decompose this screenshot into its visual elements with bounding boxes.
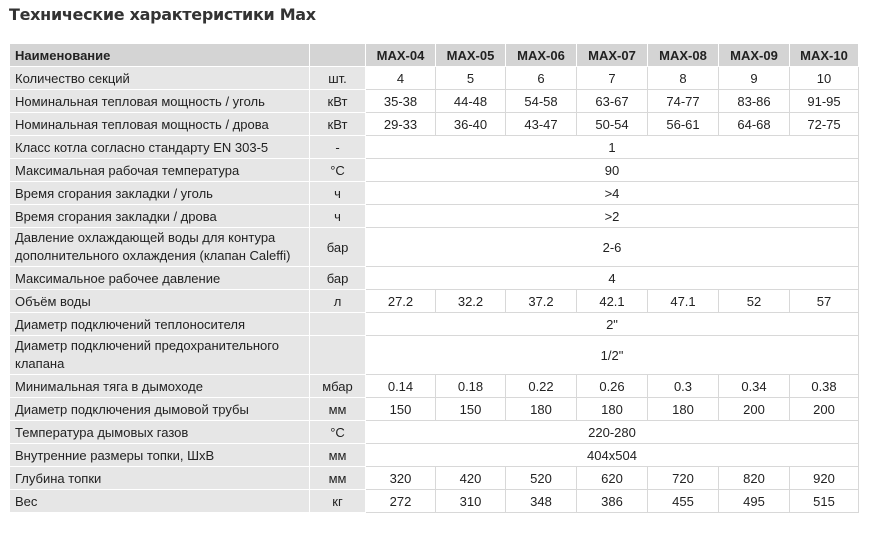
parameter-value: 47.1 [648,290,719,313]
parameter-unit: °C [310,159,366,182]
parameter-value: 310 [436,490,506,513]
parameter-value: 180 [506,398,577,421]
parameter-value: 515 [790,490,859,513]
parameter-value-common: 1/2" [366,336,859,375]
parameter-unit: мм [310,398,366,421]
parameter-name: Давление охлаждающей воды для контура дополнительного охлаждения (клапан Caleffi) [10,228,310,267]
parameter-value: 0.14 [366,375,436,398]
table-row [10,136,859,159]
parameter-value: 0.26 [577,375,648,398]
parameter-value: 36-40 [436,113,506,136]
column-header-model: MAX-05 [436,44,506,67]
column-header-model: MAX-08 [648,44,719,67]
parameter-name: Внутренние размеры топки, ШхВ [10,444,310,467]
parameter-name: Номинальная тепловая мощность / дрова [10,113,310,136]
column-header-model: MAX-10 [790,44,859,67]
table-header-row [10,44,859,67]
table-row [10,67,859,90]
parameter-unit: °C [310,421,366,444]
parameter-value-common: 404x504 [366,444,859,467]
parameter-name: Температура дымовых газов [10,421,310,444]
parameter-name: Диаметр подключения дымовой трубы [10,398,310,421]
table-row [10,444,859,467]
parameter-value: 35-38 [366,90,436,113]
parameter-unit: - [310,136,366,159]
parameter-value: 91-95 [790,90,859,113]
parameter-name: Максимальное рабочее давление [10,267,310,290]
parameter-name: Минимальная тяга в дымоходе [10,375,310,398]
parameter-name: Вес [10,490,310,513]
parameter-unit: кВт [310,90,366,113]
parameter-value: 520 [506,467,577,490]
parameter-value: 620 [577,467,648,490]
parameter-value: 4 [366,67,436,90]
parameter-value: 0.22 [506,375,577,398]
table-row [10,113,859,136]
parameter-value-common: 220-280 [366,421,859,444]
parameter-value: 50-54 [577,113,648,136]
parameter-value: 32.2 [436,290,506,313]
parameter-unit: мбар [310,375,366,398]
parameter-value: 0.34 [719,375,790,398]
parameter-unit [310,336,366,375]
parameter-value: 720 [648,467,719,490]
parameter-value: 7 [577,67,648,90]
parameter-unit: л [310,290,366,313]
specifications-table [9,43,859,513]
parameter-name: Время сгорания закладки / дрова [10,205,310,228]
table-row [10,336,859,375]
parameter-unit: кг [310,490,366,513]
parameter-value: 820 [719,467,790,490]
parameter-value-common: >2 [366,205,859,228]
parameter-name: Номинальная тепловая мощность / уголь [10,90,310,113]
parameter-unit: бар [310,228,366,267]
table-row [10,421,859,444]
column-header-name: Наименование [10,44,310,67]
parameter-value: 10 [790,67,859,90]
parameter-value: 83-86 [719,90,790,113]
table-row [10,90,859,113]
parameter-value: 57 [790,290,859,313]
column-header-model: MAX-06 [506,44,577,67]
table-row [10,375,859,398]
parameter-value: 200 [790,398,859,421]
parameter-unit: шт. [310,67,366,90]
parameter-value: 0.38 [790,375,859,398]
table-row [10,290,859,313]
table-row [10,313,859,336]
parameter-value: 52 [719,290,790,313]
parameter-value: 74-77 [648,90,719,113]
parameter-value-common: 4 [366,267,859,290]
parameter-value: 6 [506,67,577,90]
parameter-unit [310,313,366,336]
column-header-unit [310,44,366,67]
parameter-value-common: 1 [366,136,859,159]
parameter-value: 320 [366,467,436,490]
parameter-value: 0.3 [648,375,719,398]
table-row [10,205,859,228]
column-header-model: MAX-07 [577,44,648,67]
parameter-unit: мм [310,444,366,467]
table-row [10,228,859,267]
parameter-unit: ч [310,182,366,205]
parameter-value: 0.18 [436,375,506,398]
parameter-value: 8 [648,67,719,90]
parameter-name: Количество секций [10,67,310,90]
table-row [10,398,859,421]
parameter-value: 150 [436,398,506,421]
parameter-value: 9 [719,67,790,90]
table-row [10,182,859,205]
parameter-value: 455 [648,490,719,513]
parameter-value: 180 [577,398,648,421]
parameter-unit: кВт [310,113,366,136]
parameter-unit: мм [310,467,366,490]
parameter-value: 42.1 [577,290,648,313]
parameter-value: 63-67 [577,90,648,113]
parameter-name: Диаметр подключений предохранительного клапана [10,336,310,375]
parameter-value: 43-47 [506,113,577,136]
parameter-value-common: >4 [366,182,859,205]
parameter-value: 272 [366,490,436,513]
parameter-value: 44-48 [436,90,506,113]
parameter-name: Глубина топки [10,467,310,490]
parameter-value-common: 2-6 [366,228,859,267]
parameter-value: 5 [436,67,506,90]
parameter-name: Класс котла согласно стандарту EN 303-5 [10,136,310,159]
table-row [10,490,859,513]
parameter-name: Максимальная рабочая температура [10,159,310,182]
parameter-value: 37.2 [506,290,577,313]
parameter-value: 420 [436,467,506,490]
parameter-name: Время сгорания закладки / уголь [10,182,310,205]
parameter-value: 64-68 [719,113,790,136]
parameter-value: 495 [719,490,790,513]
parameter-value: 200 [719,398,790,421]
page-title: Технические характеристики Max [9,5,316,24]
parameter-value-common: 90 [366,159,859,182]
parameter-name: Диаметр подключений теплоносителя [10,313,310,336]
column-header-model: MAX-09 [719,44,790,67]
table-row [10,467,859,490]
parameter-name: Объём воды [10,290,310,313]
table-row [10,159,859,182]
parameter-value-common: 2" [366,313,859,336]
parameter-value: 29-33 [366,113,436,136]
parameter-value: 386 [577,490,648,513]
parameter-unit: бар [310,267,366,290]
parameter-value: 56-61 [648,113,719,136]
parameter-value: 54-58 [506,90,577,113]
parameter-value: 27.2 [366,290,436,313]
parameter-value: 180 [648,398,719,421]
parameter-value: 920 [790,467,859,490]
table-row [10,267,859,290]
parameter-value: 150 [366,398,436,421]
parameter-value: 72-75 [790,113,859,136]
column-header-model: MAX-04 [366,44,436,67]
parameter-value: 348 [506,490,577,513]
parameter-unit: ч [310,205,366,228]
